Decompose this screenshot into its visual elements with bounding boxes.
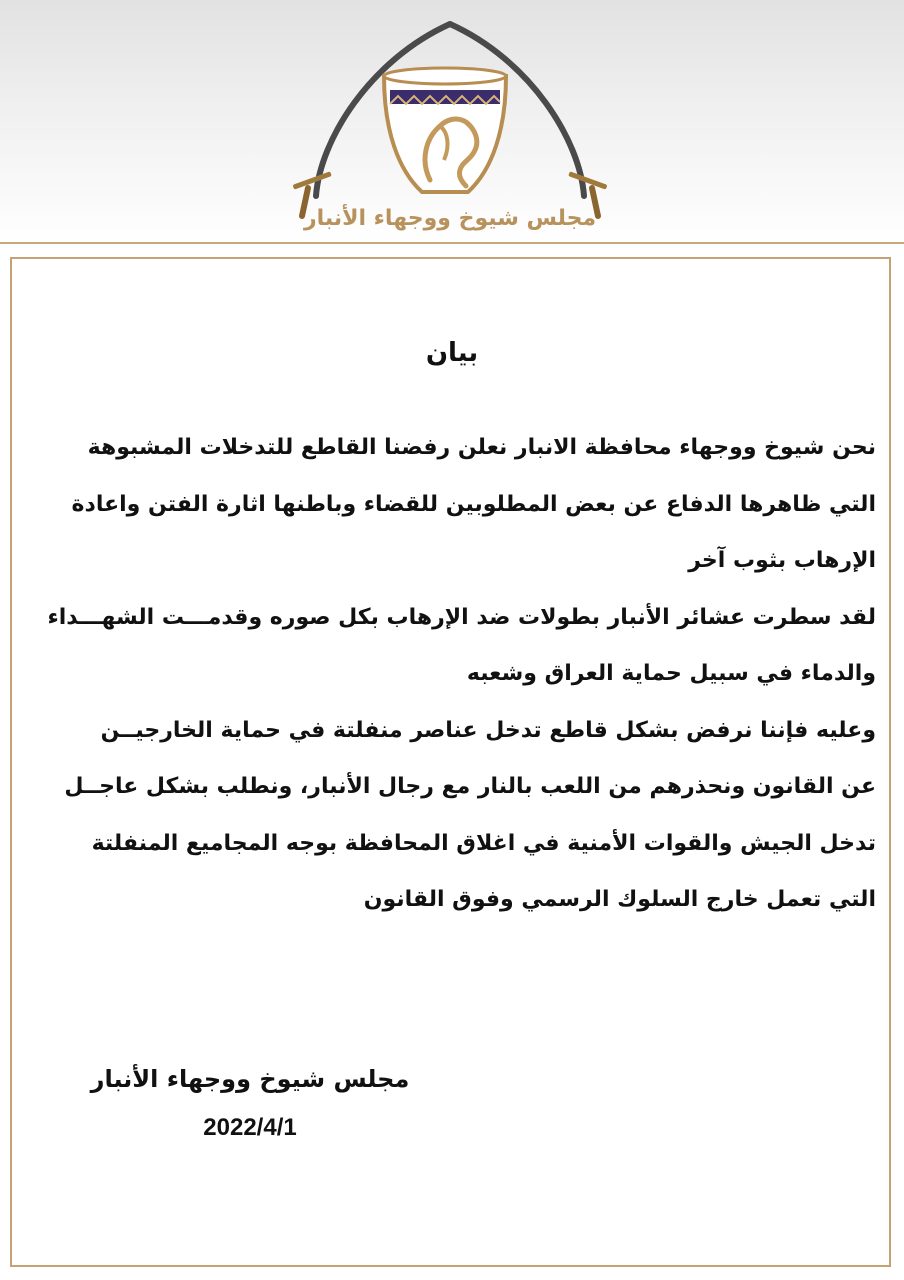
signature: مجلس شيوخ ووجهاء الأنبار [90,1065,410,1093]
council-name: مجلس شيوخ ووجهاء الأنبار [303,206,597,231]
body-line: والدماء في سبيل حماية العراق وشعبه [466,661,876,686]
body-line: لقد سطرت عشائر الأنبار بطولات ضد الإرهاب بكل صوره وقدمـــت الشهـــداء [47,604,876,630]
body-line: تدخل الجيش والقوات الأمنية في اغلاق المحافظة بوجه المجاميع المنفلتة [91,830,876,856]
body-line: التي تعمل خارج السلوك الرسمي وفوق القانون [363,887,876,912]
body-line: التي ظاهرها الدفاع عن بعض المطلوبين للقضاء وباطنها اثارة الفتن واعادة [71,491,876,517]
body-line: عن القانون ونحذرهم من اللعب بالنار مع رجال الأنبار، ونطلب بشكل عاجــل [64,774,876,799]
body-line: وعليه فإننا نرفض بشكل قاطع تدخل عناصر منفلتة في حماية الخارجيــن [100,717,876,743]
statement-body [28,420,876,929]
letterhead [0,0,904,244]
council-emblem-icon [280,20,620,220]
body-line: الإرهاب بثوب آخر [688,548,876,573]
body-line: نحن شيوخ ووجهاء محافظة الانبار نعلن رفضنا القاطع للتدخلات المشبوهة [87,435,876,460]
statement-title: بيان [425,338,479,368]
header-divider [0,242,904,244]
statement-date: 2022/4/1 [203,1114,297,1141]
